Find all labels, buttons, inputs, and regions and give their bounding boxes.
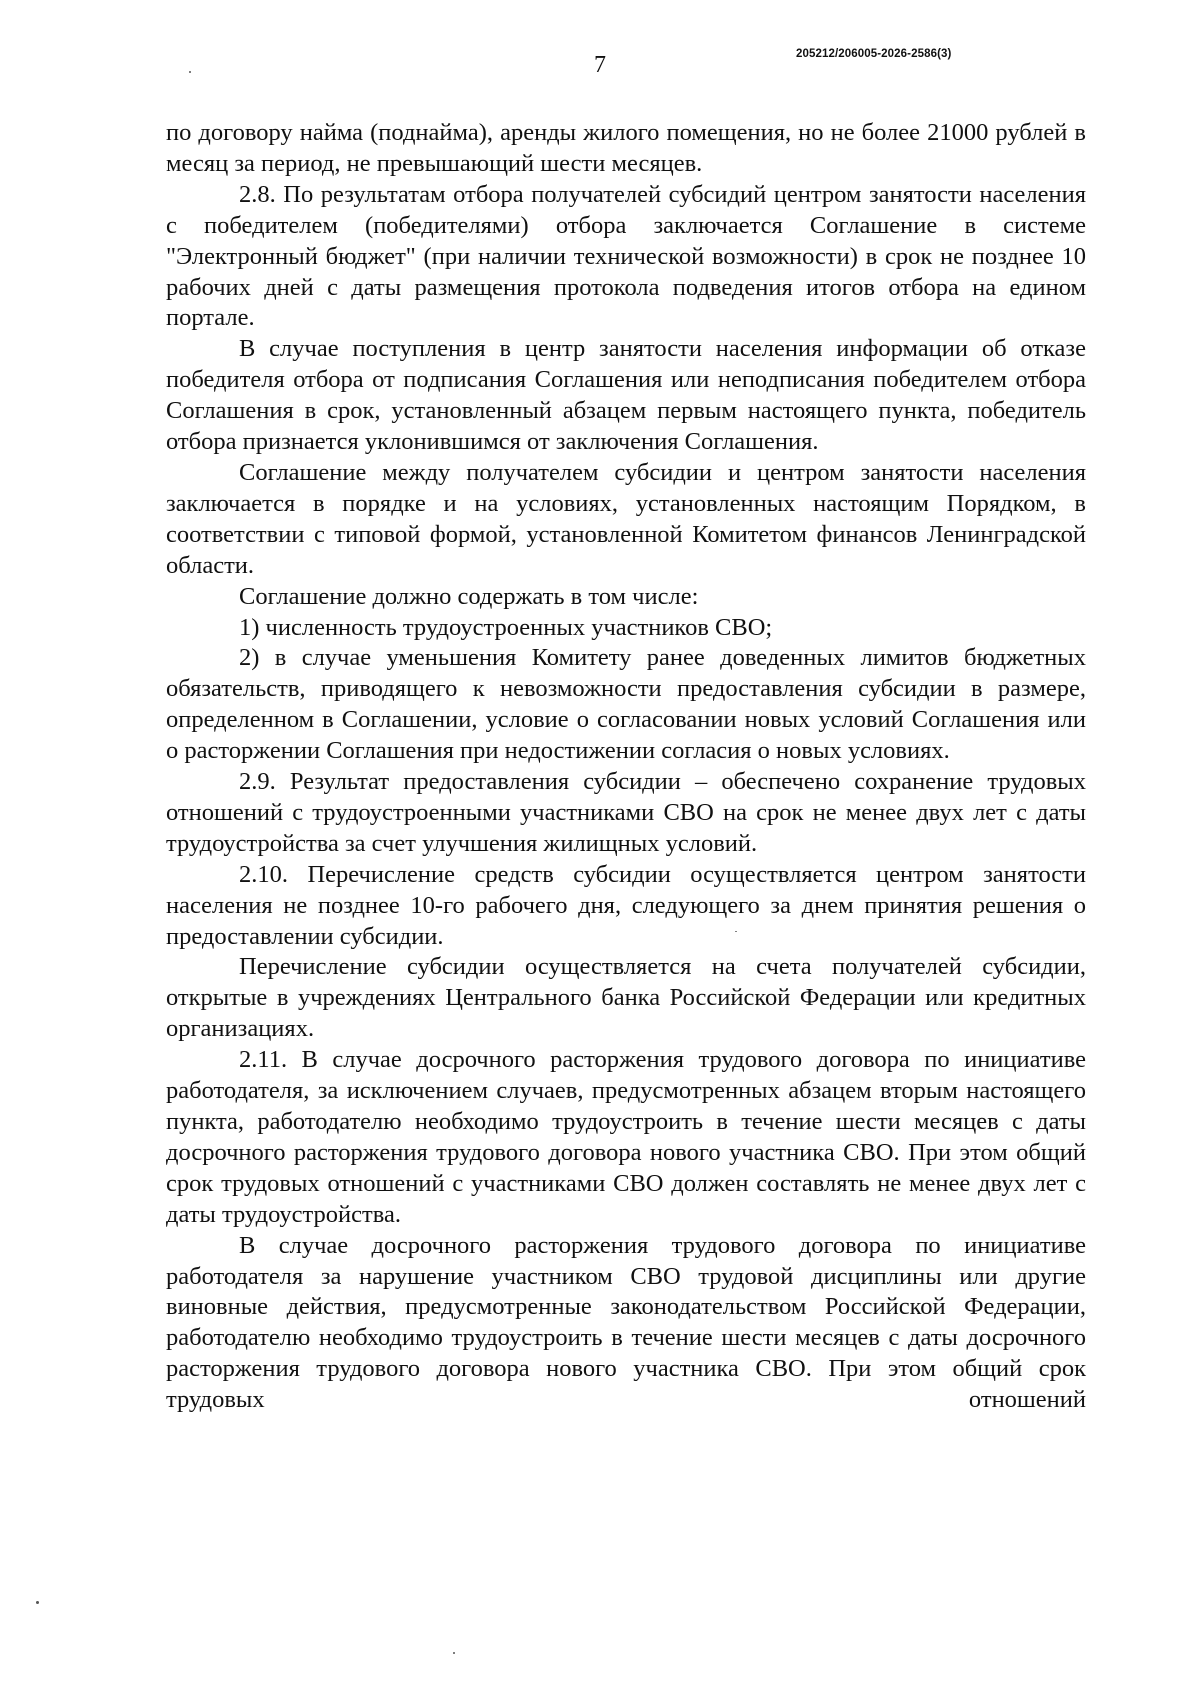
paragraph: Соглашение должно содержать в том числе: — [239, 582, 699, 610]
paragraph: Соглашение между получателем субсидии и центром занятости населения заключается в порядке и на условиях, установленных настоящим Порядком, в соответствии с типовой формой, установленной Комитетом финансов Ленинградской области. — [166, 458, 1086, 579]
paragraph: В случае поступления в центр занятости населения информации об отказе победителя отбора от подписания Соглашения или неподписания победителем отбора Соглашения в срок, установленный абзацем первым настоящего пункта, победитель отбора признается уклонившимся от заключения Соглашения. — [166, 335, 1086, 456]
scan-speck — [189, 71, 191, 73]
paragraph: 1) численность трудоустроенных участников СВО; — [239, 613, 773, 641]
paragraph: 2.8. По результатам отбора получателей субсидий центром занятости населения с победителем (победителями) отбора заключается Соглашение в системе "Электронный бюджет" (при наличии технической возможности) в срок не позднее 10 рабочих дней с даты размещения протокола подведения итогов отбора на едином портале. — [166, 180, 1086, 332]
scan-speck — [453, 1652, 455, 1654]
paragraph: 2.10. Перечисление средств субсидии осуществляется центром занятости населения не позднее 10-го рабочего дня, следующего за днем принятия решения о предоставлении субсидии. — [166, 860, 1086, 950]
paragraph: по договору найма (поднайма), аренды жилого помещения, но не более 21000 рублей в месяц за период, не превышающий шести месяцев. — [166, 119, 1086, 177]
paragraph: Перечисление субсидии осуществляется на счета получателей субсидии, открытые в учреждениях Центрального банка Российской Федерации или кредитных организациях. — [166, 953, 1086, 1043]
document-body — [166, 118, 1086, 1416]
paragraph: 2.9. Результат предоставления субсидии – обеспечено сохранение трудовых отношений с трудоустроенными участниками СВО на срок не менее двух лет с даты трудоустройства за счет улучшения жилищных условий. — [166, 768, 1086, 857]
scan-speck — [36, 1601, 39, 1604]
page-number: 7 — [594, 52, 606, 78]
document-id: 205212/206005-2026-2586(3) — [796, 48, 952, 60]
paragraph: 2.11. В случае досрочного расторжения трудового договора по инициативе работодателя, за исключением случаев, предусмотренных абзацем вторым настоящего пункта, работодателю необходимо трудоустроить в течение шести месяцев с даты досрочного расторжения трудового договора нового участника СВО. При этом общий срок трудовых отношений с участниками СВО должен составлять не менее двух лет с даты трудоустройства. — [166, 1046, 1086, 1228]
paragraph: 2) в случае уменьшения Комитету ранее доведенных лимитов бюджетных обязательств, приводящего к невозможности предоставления субсидии в размере, определенном в Соглашении, условие о согласовании новых условий Соглашения или о расторжении Соглашения при недостижении согласия о новых условиях. — [166, 644, 1086, 765]
paragraph: В случае досрочного расторжения трудового договора по инициативе работодателя за нарушение участником СВО трудовой дисциплины или другие виновные действия, предусмотренные законодательством Российской Федерации, работодателю необходимо трудоустроить в течение шести месяцев с даты досрочного расторжения трудового договора нового участника СВО. При этом общий срок трудовых отношений — [166, 1231, 1086, 1414]
scan-speck — [735, 931, 737, 932]
